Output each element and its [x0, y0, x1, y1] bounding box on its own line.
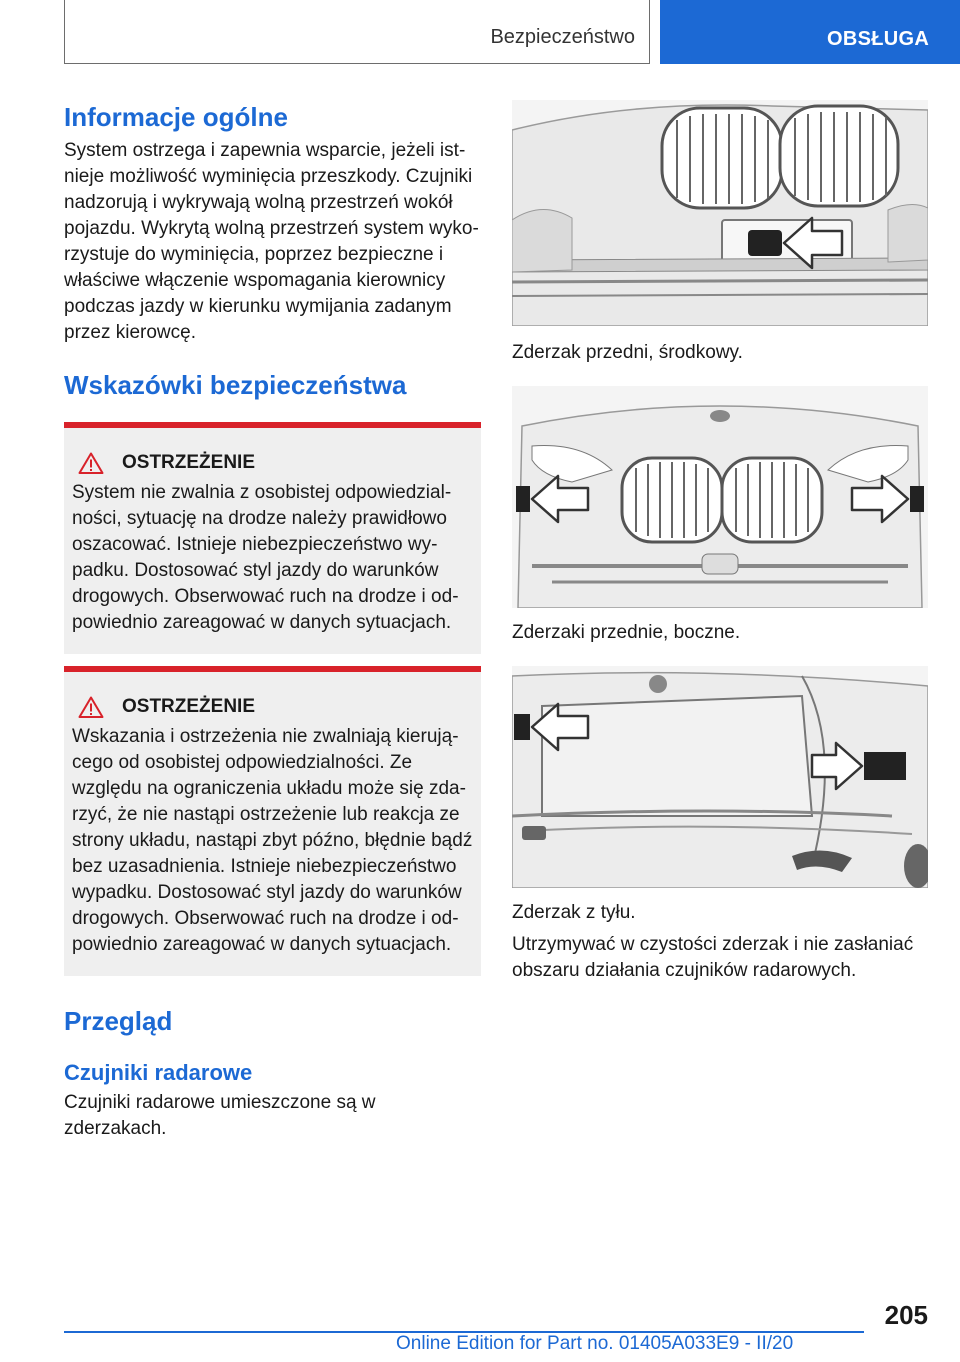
header-chapter-tab — [660, 0, 960, 64]
warning-title-text-2: OSTRZEŻENIE — [122, 696, 256, 717]
warning-title-1 — [72, 450, 473, 476]
warning-box-2 — [64, 666, 481, 976]
figure-front-side — [512, 386, 928, 608]
header-section-box — [64, 0, 650, 64]
page-number: 205 — [884, 1300, 928, 1330]
radar-text: Czujniki radarowe umieszczone są w zderzakach. — [64, 1092, 376, 1139]
rear-bumper-illustration — [512, 666, 928, 888]
warning-title-2 — [72, 694, 473, 720]
warning-text-1: System nie zwalnia z osobistej odpowiedzialności, sytuację na drodze należy prawidłowo oszacować. Istnieje niebezpieczeństwo wypadku. Dostosować styl jazdy do warunków drogowych. Obserwować ruch na drodze i odpowiednio zareagować w danych sytuacjach. — [72, 482, 459, 633]
header-section-title: Bezpieczeństwo — [490, 26, 635, 48]
caption-front-side: Zderzaki przednie, boczne. — [512, 622, 741, 643]
caption-rear: Zderzak z tyłu. — [512, 902, 636, 923]
left-column — [64, 100, 481, 1142]
warning-text-2: Wskazania i ostrzeżenia nie zwalniają kierującego od osobistej odpowiedzialności. Ze względu na ograniczenia układu może się zdarzyć, że nie nastąpi ostrzeżenie lub reakcja ze strony układu, nastąpi zbyt późno, błędnie bądź bez uzasadnienia. Istnieje niebezpieczeństwo wypadku. Dostosować styl jazdy do warunków drogowych. Obserwować ruch na drodze i odpowiednio zareagować w danych sytuacjach. — [72, 726, 473, 955]
intro-heading: Informacje ogólne — [64, 102, 288, 132]
warning-title-text-1: OSTRZEŻENIE — [122, 452, 256, 473]
caption-front-center: Zderzak przedni, środkowy. — [512, 342, 743, 363]
warning-box-1 — [64, 422, 481, 654]
footer-edition: Online Edition for Part no. 01405A033E9 - II/20 — [396, 1333, 794, 1354]
intro-text: System ostrzega i zapewnia wsparcie, jeżeli istnieje możliwość wyminięcia przeszkody. Czujniki nadzorują i wykrywają wolną przestrzeń wokół pojazdu. Wykrytą wolną przestrzeń system wykorzystuje do wyminięcia, poprzez bezpieczne i właściwe włączenie wspomagania kierownicy podczas jazdy w kierunku wymijania zadanym przez kierowcę. — [64, 140, 479, 343]
warning-triangle-icon — [78, 452, 104, 474]
front-bumper-side-illustration — [512, 386, 928, 608]
warning-triangle-icon — [78, 696, 104, 718]
safety-heading: Wskazówki bezpieczeństwa — [64, 370, 407, 400]
overview-heading: Przegląd — [64, 1006, 173, 1036]
radar-heading: Czujniki radarowe — [64, 1060, 253, 1085]
front-bumper-center-illustration — [512, 100, 928, 326]
header-chapter-label: OBSŁUGA — [827, 28, 930, 50]
cleaning-note: Utrzymywać w czystości zderzak i nie zasłaniać obszaru działania czujników radarowych. — [512, 934, 914, 981]
figure-front-center — [512, 100, 928, 326]
right-column — [512, 100, 930, 984]
figure-rear — [512, 666, 928, 888]
